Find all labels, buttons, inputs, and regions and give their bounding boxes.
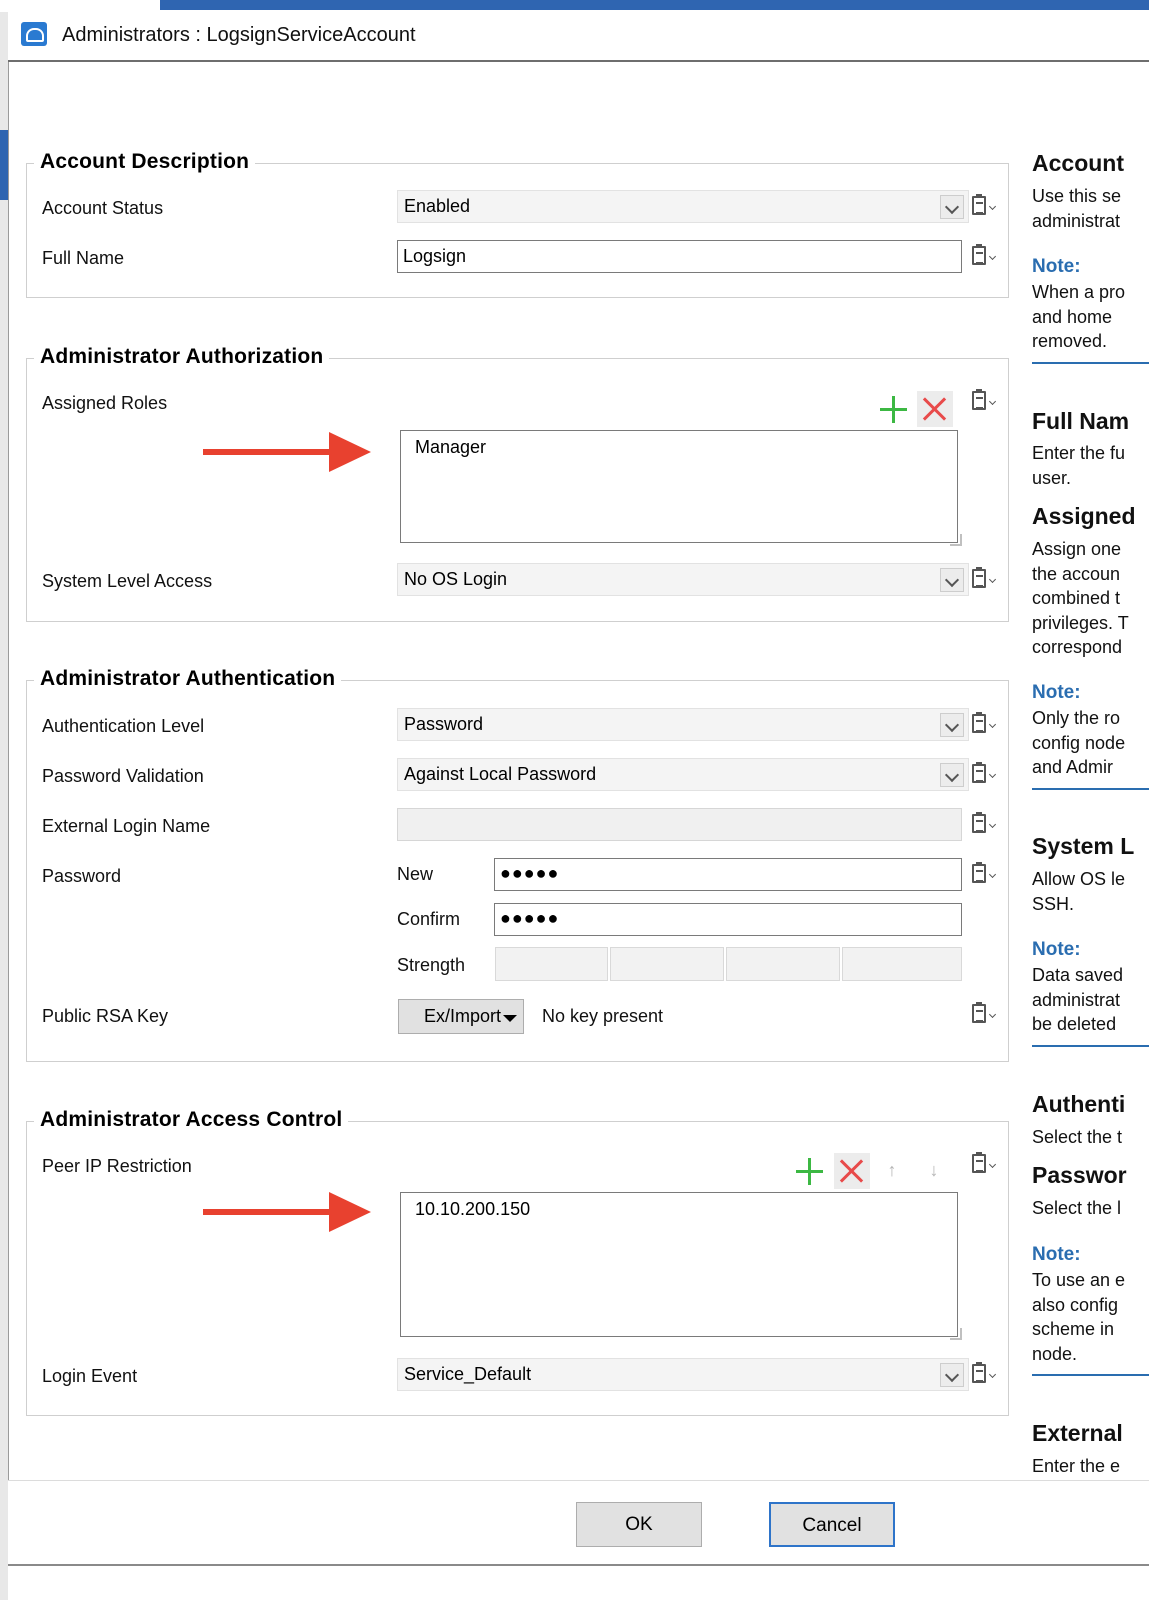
clipboard-menu-icon[interactable] — [970, 567, 1000, 593]
clipboard-menu-icon[interactable] — [970, 1152, 1000, 1178]
password-validation-select[interactable] — [397, 758, 969, 791]
help-separator — [1032, 1045, 1149, 1047]
chevron-down-icon[interactable] — [940, 568, 964, 592]
account-status-value: Enabled — [404, 196, 471, 216]
move-down-icon[interactable]: ↓ — [929, 1160, 939, 1180]
help-title: Assigned — [1032, 503, 1136, 529]
system-level-access-label: System Level Access — [42, 571, 213, 591]
login-event-value: Service_Default — [404, 1364, 532, 1384]
export-import-button[interactable] — [398, 999, 524, 1034]
strength-segment — [610, 947, 724, 981]
delete-ip-icon[interactable] — [834, 1153, 870, 1189]
confirm-password-input[interactable] — [494, 903, 962, 936]
clipboard-menu-icon[interactable] — [970, 194, 1000, 220]
help-text: When a pro and home removed. — [1032, 282, 1126, 351]
strength-label: Strength — [397, 955, 466, 975]
new-password-input[interactable] — [494, 858, 962, 891]
external-login-name-label: External Login Name — [42, 816, 211, 836]
administrator-access-control-title: Administrator Access Control — [34, 1108, 348, 1132]
help-text: Select the t — [1032, 1127, 1123, 1147]
administrator-authentication-title: Administrator Authentication — [34, 667, 341, 691]
help-title: System L — [1032, 833, 1135, 859]
clipboard-menu-icon[interactable] — [970, 812, 1000, 838]
add-ip-icon[interactable] — [794, 1156, 826, 1188]
move-up-icon[interactable]: ↑ — [887, 1160, 897, 1180]
help-text: Enter the e — [1032, 1456, 1121, 1476]
annotation-arrow — [203, 1192, 373, 1232]
strength-segment — [495, 947, 608, 981]
help-pane — [1024, 64, 1149, 1476]
system-level-access-value: No OS Login — [404, 569, 508, 589]
full-name-label: Full Name — [42, 248, 125, 268]
help-text: Enter the fu user. — [1032, 443, 1126, 488]
clipboard-menu-icon[interactable] — [970, 762, 1000, 788]
add-role-icon[interactable] — [878, 394, 910, 426]
help-separator — [1032, 788, 1149, 790]
help-title: Full Nam — [1032, 408, 1130, 434]
chevron-down-icon[interactable] — [940, 195, 964, 219]
strength-segment — [842, 947, 962, 981]
assigned-roles-label: Assigned Roles — [42, 393, 168, 413]
help-title: External — [1032, 1420, 1123, 1446]
help-title: Account — [1032, 150, 1124, 176]
chevron-down-icon[interactable] — [940, 763, 964, 787]
help-separator — [1032, 362, 1149, 364]
resize-grip[interactable] — [950, 534, 962, 546]
help-separator — [1032, 1374, 1149, 1376]
background-window-bar — [160, 0, 1149, 10]
system-level-access-select[interactable] — [397, 563, 969, 596]
list-item[interactable]: 10.10.200.150 — [415, 1199, 531, 1219]
confirm-password-value: ●●●●● — [500, 908, 560, 928]
help-text: Assign one the accoun combined t privileges. T correspond — [1032, 539, 1129, 657]
ok-button-label: OK — [625, 1514, 653, 1535]
help-text: Use this se administrat — [1032, 186, 1122, 231]
new-password-label: New — [397, 864, 434, 884]
help-text: Data saved administrat be deleted — [1032, 965, 1124, 1034]
login-event-label: Login Event — [42, 1366, 138, 1386]
help-title: Passwor — [1032, 1162, 1127, 1188]
external-login-name-input[interactable] — [397, 808, 962, 841]
confirm-password-label: Confirm — [397, 909, 461, 929]
dropdown-triangle-icon — [503, 1015, 517, 1022]
public-rsa-key-label: Public RSA Key — [42, 1006, 169, 1026]
account-status-select[interactable] — [397, 190, 969, 223]
background-left-highlight — [0, 130, 8, 200]
authentication-level-label: Authentication Level — [42, 716, 205, 736]
app-icon — [21, 22, 47, 46]
authentication-level-value: Password — [404, 714, 484, 734]
new-password-value: ●●●●● — [500, 863, 560, 883]
account-description-title: Account Description — [34, 150, 255, 174]
dialog-title: Administrators : LogsignServiceAccount — [62, 24, 416, 46]
help-text: Only the ro config node and Admir — [1032, 708, 1126, 777]
clipboard-menu-icon[interactable] — [970, 712, 1000, 738]
clipboard-menu-icon[interactable] — [970, 1362, 1000, 1388]
ok-button[interactable] — [576, 1502, 702, 1547]
window-bottom-border — [8, 1564, 1149, 1566]
clipboard-menu-icon[interactable] — [970, 244, 1000, 270]
key-status-text: No key present — [542, 1006, 664, 1026]
background-left-edge — [0, 12, 8, 1600]
help-text: Allow OS le SSH. — [1032, 869, 1126, 914]
export-import-label: Ex/Import — [424, 1006, 502, 1026]
login-event-select[interactable] — [397, 1358, 969, 1391]
assigned-roles-list[interactable] — [400, 430, 958, 543]
account-description-group — [26, 163, 1009, 298]
help-note: Note: — [1032, 256, 1081, 277]
full-name-input[interactable] — [397, 240, 962, 273]
peer-ip-list[interactable] — [400, 1192, 958, 1337]
cancel-button[interactable] — [769, 1502, 895, 1547]
help-note: Note: — [1032, 682, 1081, 703]
administrator-authorization-title: Administrator Authorization — [34, 345, 329, 369]
help-title: Authenti — [1032, 1091, 1126, 1117]
password-validation-label: Password Validation — [42, 766, 204, 786]
account-status-label: Account Status — [42, 198, 164, 218]
list-item[interactable]: Manager — [415, 437, 487, 457]
peer-ip-restriction-label: Peer IP Restriction — [42, 1156, 192, 1176]
help-text: Select the l — [1032, 1198, 1122, 1218]
password-validation-value: Against Local Password — [404, 764, 597, 784]
help-note: Note: — [1032, 939, 1081, 960]
resize-grip[interactable] — [950, 1328, 962, 1340]
full-name-value: Logsign — [403, 246, 467, 266]
annotation-arrow — [203, 432, 373, 472]
chevron-down-icon[interactable] — [940, 1363, 964, 1387]
form-pane — [8, 64, 1024, 1480]
clipboard-menu-icon[interactable] — [970, 862, 1000, 888]
clipboard-menu-icon[interactable] — [970, 389, 1000, 415]
clipboard-menu-icon[interactable] — [970, 1002, 1000, 1028]
password-label: Password — [42, 866, 122, 886]
chevron-down-icon[interactable] — [940, 713, 964, 737]
strength-segment — [726, 947, 840, 981]
help-note: Note: — [1032, 1244, 1081, 1265]
help-text: To use an e also config scheme in node. — [1032, 1270, 1126, 1364]
delete-role-icon[interactable] — [917, 391, 953, 427]
authentication-level-select[interactable] — [397, 708, 969, 741]
cancel-button-label: Cancel — [802, 1515, 862, 1536]
dialog-titlebar — [8, 10, 1149, 62]
